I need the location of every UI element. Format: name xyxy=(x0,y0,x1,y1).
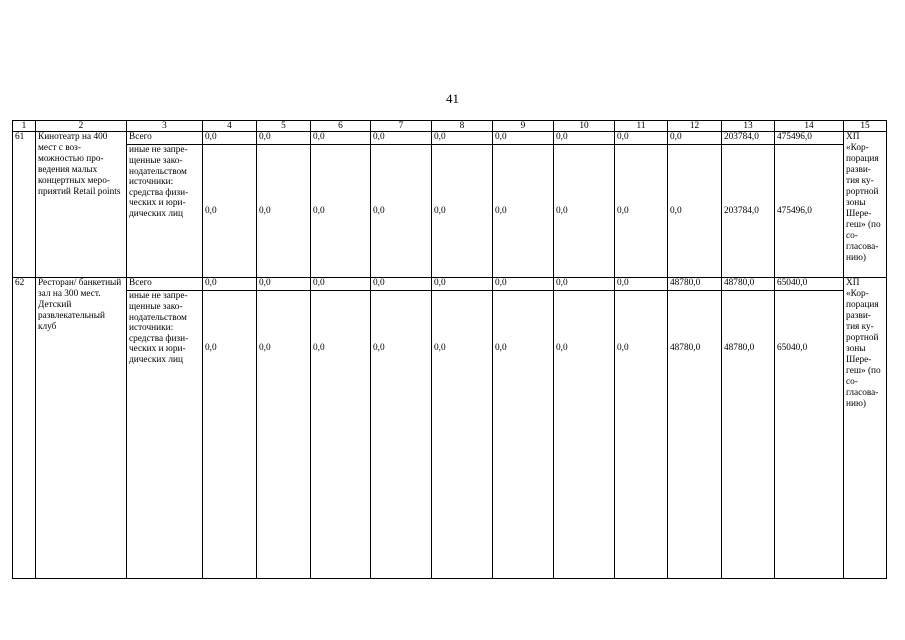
table-cell: 0,0 xyxy=(432,145,493,278)
table-cell: 0,0 xyxy=(257,278,311,291)
table-row xyxy=(13,278,887,291)
table-cell: 0,0 xyxy=(493,132,554,145)
table-cell: 0,0 xyxy=(432,132,493,145)
column-header: 4 xyxy=(203,121,257,132)
table-cell: 0,0 xyxy=(257,132,311,145)
table-cell: 475496,0 xyxy=(775,132,844,145)
table-cell: 0,0 xyxy=(203,145,257,278)
table-cell: 0,0 xyxy=(615,291,668,579)
table-cell: 48780,0 xyxy=(668,291,722,579)
table-cell: 0,0 xyxy=(432,291,493,579)
column-header: 1 xyxy=(13,121,36,132)
column-header: 2 xyxy=(36,121,127,132)
table-cell: 475496,0 xyxy=(775,145,844,278)
table-cell: 0,0 xyxy=(668,132,722,145)
table-cell: 0,0 xyxy=(257,291,311,579)
table-cell: 0,0 xyxy=(554,278,615,291)
funding-source: иные не запре-щенные зако-нодательством источники: средства физи-ческих и юри-дических лиц xyxy=(127,145,203,278)
responsible-executor: ХП «Кор-порация разви-тия ку-рортной зоны Шере-геш» (по со-гласова-нию) xyxy=(844,278,887,579)
column-header: 13 xyxy=(722,121,775,132)
column-header: 5 xyxy=(257,121,311,132)
column-header: 6 xyxy=(311,121,371,132)
table-cell: 0,0 xyxy=(554,132,615,145)
column-header: 9 xyxy=(493,121,554,132)
responsible-executor: ХП «Кор-порация разви-тия ку-рортной зоны Шере-геш» (по со-гласова-нию) xyxy=(844,132,887,278)
column-header: 3 xyxy=(127,121,203,132)
table-cell: 0,0 xyxy=(371,145,432,278)
table-cell: 0,0 xyxy=(432,278,493,291)
page-number: 41 xyxy=(446,91,459,106)
column-header: 10 xyxy=(554,121,615,132)
table-cell: 48780,0 xyxy=(722,291,775,579)
table-cell: 48780,0 xyxy=(668,278,722,291)
table-cell: 0,0 xyxy=(311,278,371,291)
row-number: 61 xyxy=(13,132,36,278)
column-number-header xyxy=(13,121,887,132)
table-cell: 0,0 xyxy=(371,291,432,579)
table-cell: 0,0 xyxy=(493,291,554,579)
total-label: Всего xyxy=(127,132,203,145)
column-header: 8 xyxy=(432,121,493,132)
table-cell: 0,0 xyxy=(203,291,257,579)
table-cell: 0,0 xyxy=(668,145,722,278)
table-cell: 0,0 xyxy=(311,291,371,579)
table-cell: 203784,0 xyxy=(722,145,775,278)
table-cell: 0,0 xyxy=(615,132,668,145)
table-cell: 48780,0 xyxy=(722,278,775,291)
table-cell: 0,0 xyxy=(311,132,371,145)
column-header: 11 xyxy=(615,121,668,132)
table-cell: 0,0 xyxy=(371,278,432,291)
table-cell: 0,0 xyxy=(311,145,371,278)
column-header: 7 xyxy=(371,121,432,132)
table-cell: 0,0 xyxy=(493,278,554,291)
table-cell: 0,0 xyxy=(493,145,554,278)
table-cell: 0,0 xyxy=(203,278,257,291)
object-name: Ресторан/ банкетный зал на 300 мест. Детский развлекательный клуб xyxy=(36,278,127,579)
object-name: Кинотеатр на 400 мест с воз-можностью про-ведения малых концертных меро-приятий Retail points xyxy=(36,132,127,278)
table-cell: 0,0 xyxy=(615,278,668,291)
table-row xyxy=(13,291,887,579)
table-cell: 0,0 xyxy=(257,145,311,278)
column-header: 12 xyxy=(668,121,722,132)
table-cell: 0,0 xyxy=(371,132,432,145)
column-header: 15 xyxy=(844,121,887,132)
row-number: 62 xyxy=(13,278,36,579)
table-row xyxy=(13,145,887,278)
table-cell: 0,0 xyxy=(554,291,615,579)
table-cell: 0,0 xyxy=(554,145,615,278)
table-row xyxy=(13,132,887,145)
budget-table xyxy=(12,120,887,579)
table-cell: 203784,0 xyxy=(722,132,775,145)
table-cell: 65040,0 xyxy=(775,278,844,291)
table-cell: 0,0 xyxy=(615,145,668,278)
column-header: 14 xyxy=(775,121,844,132)
funding-source: иные не запре-щенные зако-нодательством источники: средства физи-ческих и юри-дических лиц xyxy=(127,291,203,579)
table-cell: 65040,0 xyxy=(775,291,844,579)
total-label: Всего xyxy=(127,278,203,291)
table-cell: 0,0 xyxy=(203,132,257,145)
